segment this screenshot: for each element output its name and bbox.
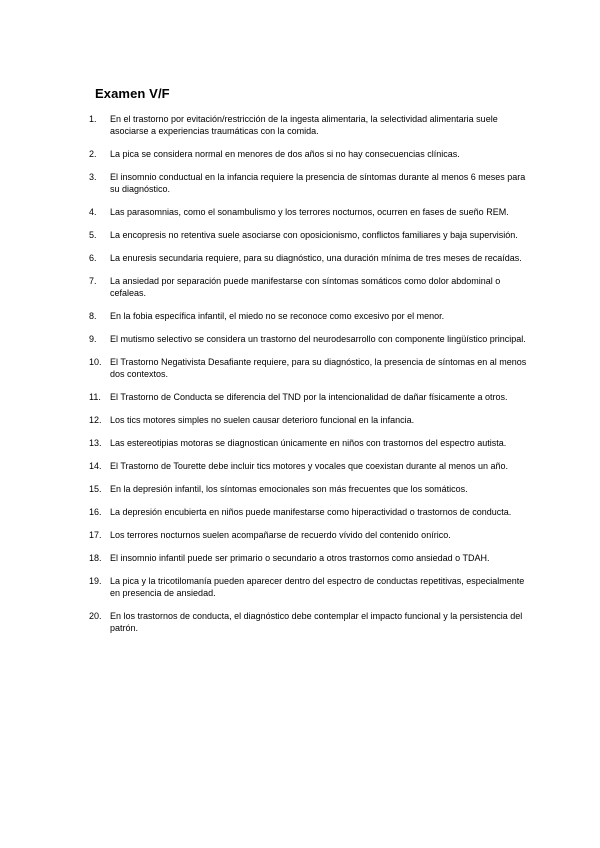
question-item	[89, 529, 534, 541]
question-text: La pica se considera normal en menores de dos años si no hay consecuencias clínicas.	[110, 149, 460, 159]
question-number: 11.	[89, 392, 101, 402]
question-number: 3.	[89, 172, 97, 182]
question-number: 10.	[89, 357, 102, 367]
question-number: 5.	[89, 230, 97, 240]
question-text: El Trastorno de Conducta se diferencia del TND por la intencionalidad de dañar físicamente a otros.	[110, 392, 508, 402]
question-item	[89, 483, 534, 495]
question-number: 9.	[89, 334, 97, 344]
question-text: El insomnio conductual en la infancia requiere la presencia de síntomas durante al menos 6 meses para su diagnóstico.	[110, 172, 526, 194]
question-number: 12.	[89, 415, 102, 425]
question-number: 1.	[89, 114, 97, 124]
question-item	[89, 506, 534, 518]
question-item	[89, 552, 534, 564]
question-list	[89, 113, 534, 645]
question-item	[89, 575, 534, 599]
question-item	[89, 113, 534, 137]
question-item	[89, 206, 534, 218]
question-text: El insomnio infantil puede ser primario o secundario a otros trastornos como ansiedad o TDAH.	[110, 553, 490, 563]
question-text: Los tics motores simples no suelen causar deterioro funcional en la infancia.	[110, 415, 415, 425]
question-text: La depresión encubierta en niños puede manifestarse como hiperactividad o trastornos de conducta.	[110, 507, 512, 517]
question-number: 8.	[89, 311, 97, 321]
question-item	[89, 333, 534, 345]
question-item	[89, 229, 534, 241]
question-text: Las estereotipias motoras se diagnostican únicamente en niños con trastornos del espectro autista.	[110, 438, 507, 448]
question-text: En la fobia específica infantil, el miedo no se reconoce como excesivo por el menor.	[110, 311, 445, 321]
question-item	[89, 275, 534, 299]
question-number: 14.	[89, 461, 102, 471]
question-text: El Trastorno Negativista Desafiante requiere, para su diagnóstico, la presencia de síntomas en al menos dos contextos.	[110, 357, 527, 379]
question-item	[89, 414, 534, 426]
question-text: La ansiedad por separación puede manifestarse con síntomas somáticos como dolor abdominal o cefaleas.	[110, 276, 501, 298]
question-item	[89, 310, 534, 322]
question-number: 2.	[89, 149, 97, 159]
question-text: En el trastorno por evitación/restricción de la ingesta alimentaria, la selectividad alimentaria suele asociarse a experiencias traumáticas con la comida.	[110, 114, 498, 136]
question-number: 18.	[89, 553, 102, 563]
question-text: La enuresis secundaria requiere, para su diagnóstico, una duración mínima de tres meses de recaídas.	[110, 253, 522, 263]
question-number: 6.	[89, 253, 97, 263]
question-number: 13.	[89, 438, 102, 448]
question-number: 15.	[89, 484, 102, 494]
question-item	[89, 356, 534, 380]
question-number: 19.	[89, 576, 102, 586]
question-text: La encopresis no retentiva suele asociarse con oposicionismo, conflictos familiares y baja supervisión.	[110, 230, 518, 240]
question-text: En los trastornos de conducta, el diagnóstico debe contemplar el impacto funcional y la persistencia del patrón.	[110, 611, 523, 633]
question-text: En la depresión infantil, los síntomas emocionales son más frecuentes que los somáticos.	[110, 484, 468, 494]
question-number: 17.	[89, 530, 102, 540]
question-number: 7.	[89, 276, 97, 286]
exam-title: Examen V/F	[95, 86, 170, 101]
question-text: El mutismo selectivo se considera un trastorno del neurodesarrollo con componente lingüístico principal.	[110, 334, 526, 344]
question-number: 20.	[89, 611, 102, 621]
question-text: Las parasomnias, como el sonambulismo y los terrores nocturnos, ocurren en fases de sueño REM.	[110, 207, 509, 217]
question-item	[89, 610, 534, 634]
question-number: 4.	[89, 207, 97, 217]
question-item	[89, 437, 534, 449]
question-item	[89, 252, 534, 264]
question-text: Los terrores nocturnos suelen acompañarse de recuerdo vívido del contenido onírico.	[110, 530, 451, 540]
question-item	[89, 460, 534, 472]
question-number: 16.	[89, 507, 102, 517]
question-item	[89, 391, 534, 403]
question-text: La pica y la tricotilomanía pueden aparecer dentro del espectro de conductas repetitivas, especialmente en presencia de ansiedad.	[110, 576, 525, 598]
question-item	[89, 148, 534, 160]
question-item	[89, 171, 534, 195]
question-text: El Trastorno de Tourette debe incluir tics motores y vocales que coexistan durante al menos un año.	[110, 461, 509, 471]
